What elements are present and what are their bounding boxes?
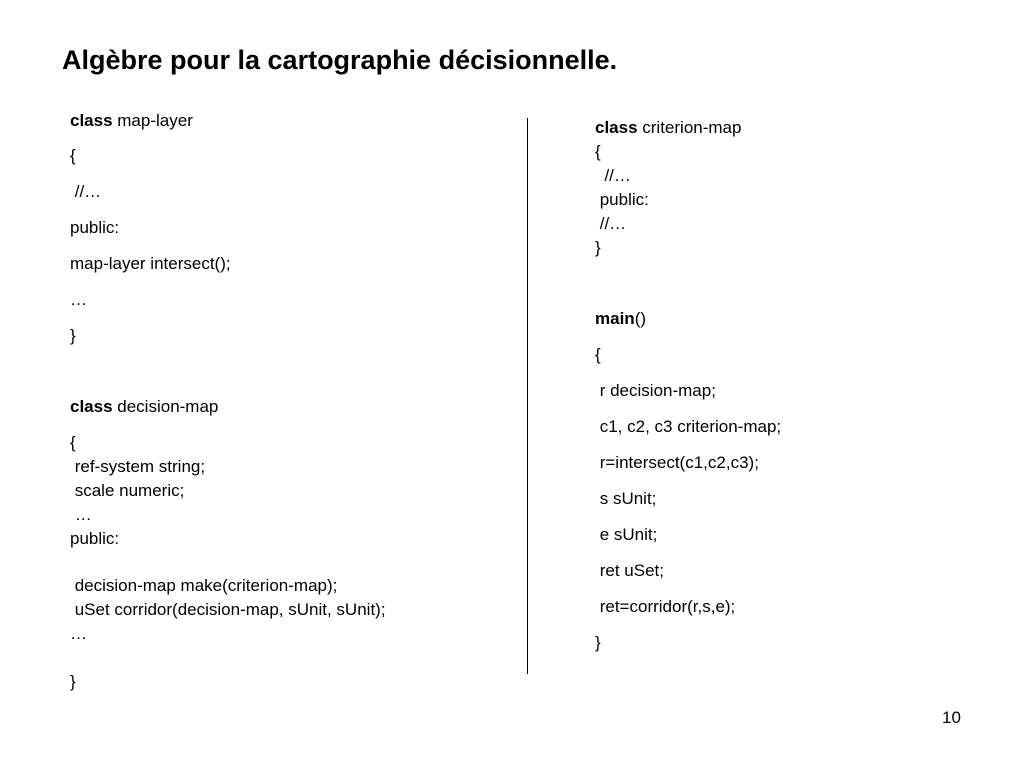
main-keyword: main	[595, 309, 635, 328]
main-function-header	[595, 308, 646, 330]
code-line: {	[595, 142, 601, 161]
code-line: r decision-map;	[595, 381, 716, 400]
code-line: scale numeric;	[70, 481, 185, 500]
class-name: criterion-map	[637, 118, 742, 137]
map-layer-class-header	[70, 110, 193, 132]
code-line: public:	[70, 218, 120, 237]
class-keyword: class	[70, 111, 113, 130]
code-line: //…	[595, 166, 631, 185]
decision-map-class-header	[70, 396, 218, 418]
code-line: }	[70, 672, 76, 691]
code-line: …	[70, 505, 92, 524]
code-line: decision-map make(criterion-map);	[70, 576, 338, 595]
code-line: {	[70, 433, 76, 452]
class-keyword: class	[70, 397, 113, 416]
slide-title: Algèbre pour la cartographie décisionnelle.	[62, 45, 618, 75]
code-line: ret uSet;	[595, 561, 664, 580]
code-line: r=intersect(c1,c2,c3);	[595, 453, 759, 472]
code-line: {	[70, 146, 76, 165]
code-line: s sUnit;	[595, 489, 657, 508]
code-line: //…	[595, 214, 627, 233]
code-line: {	[595, 345, 601, 364]
page-number: 10	[942, 708, 961, 727]
code-line: uSet corridor(decision-map, sUnit, sUnit);	[70, 600, 386, 619]
code-line: …	[70, 624, 87, 643]
code-line: }	[70, 326, 76, 345]
column-divider	[527, 118, 528, 674]
code-line: …	[70, 290, 87, 309]
code-line: ret=corridor(r,s,e);	[595, 597, 736, 616]
criterion-map-class-header	[595, 117, 741, 139]
class-name: decision-map	[112, 397, 219, 416]
code-line: }	[595, 238, 601, 257]
code-line: //…	[70, 182, 102, 201]
code-line: }	[595, 633, 601, 652]
class-keyword: class	[595, 118, 638, 137]
code-line: e sUnit;	[595, 525, 658, 544]
code-line: ref-system string;	[70, 457, 206, 476]
code-line: public:	[595, 190, 649, 209]
code-line: map-layer intersect();	[70, 254, 231, 273]
class-name: map-layer	[112, 111, 193, 130]
main-parens: ()	[634, 309, 647, 328]
code-line: public:	[70, 529, 120, 548]
code-line: c1, c2, c3 criterion-map;	[595, 417, 782, 436]
